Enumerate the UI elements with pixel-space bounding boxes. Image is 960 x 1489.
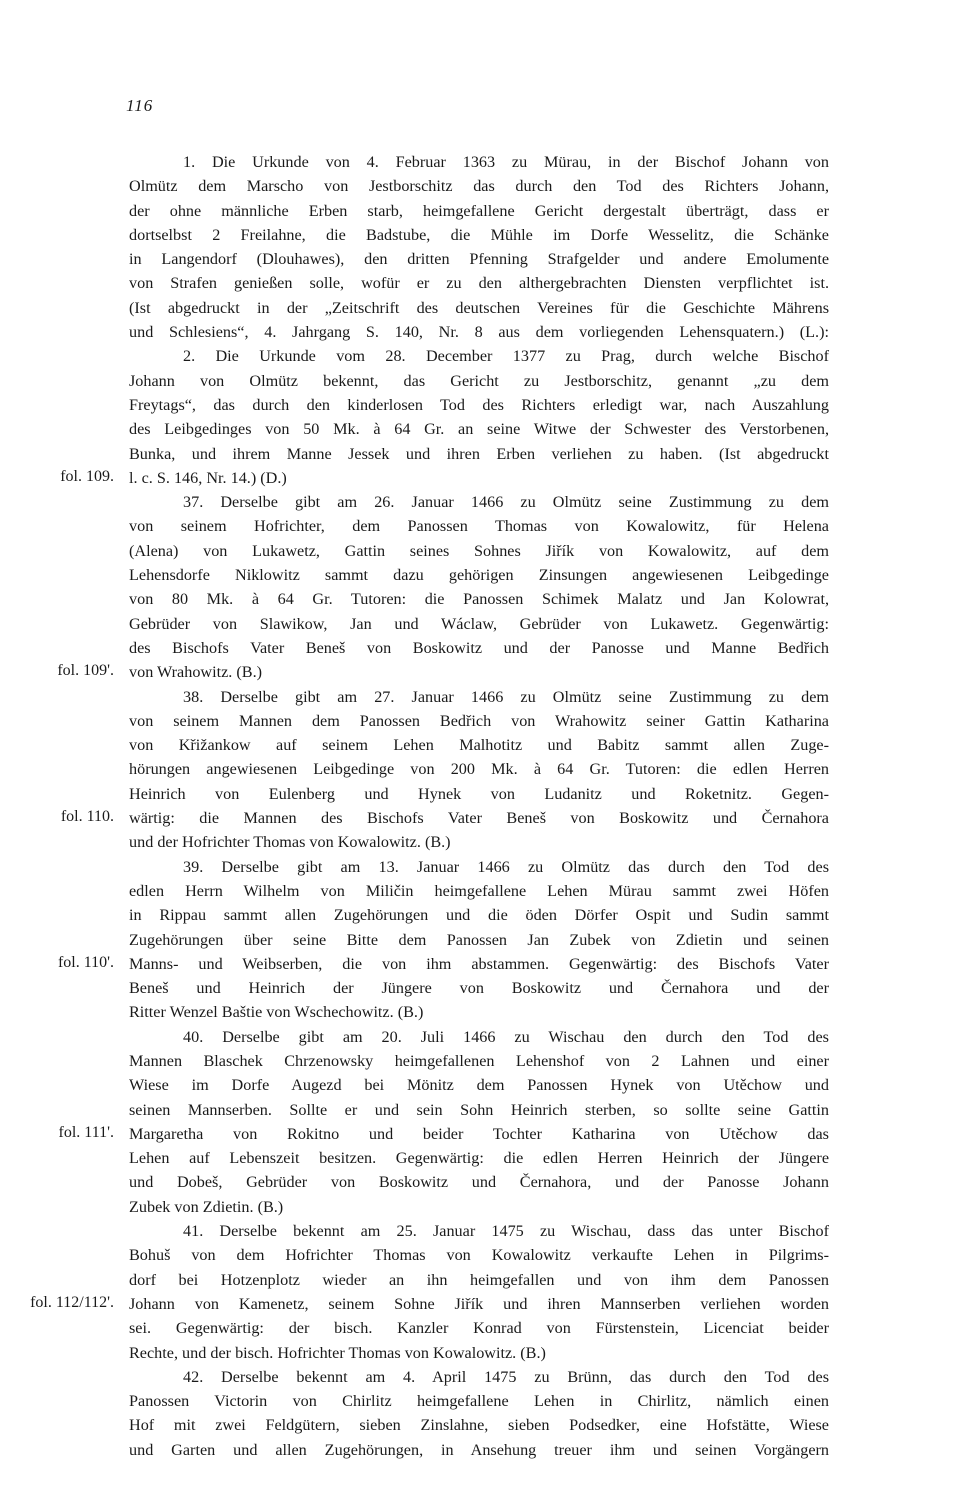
text-line: Hof mit zwei Feldgütern, sieben Zinslahne, sieben Podsedker, eine Hofstätte, Wiese: [129, 1416, 829, 1435]
text-line: und Garten und allen Zugehörungen, in Ansehung treuer ihm und seinen Vorgängern: [129, 1440, 829, 1459]
text-line: und der Hofrichter Thomas von Kowalowitz. (B.): [129, 833, 451, 852]
text-line: von Wrahowitz. (B.): [129, 663, 263, 682]
text-line: von 80 Mk. à 64 Gr. Tutoren: die Panossen Schimek Malatz und Jan Kolowrat,: [129, 590, 829, 609]
text-line: l. c. S. 146, Nr. 14.) (D.): [129, 468, 287, 487]
folio-note: fol. 110.: [60, 808, 114, 826]
folio-note: fol. 111'.: [58, 1124, 114, 1141]
text-line: von Strafen genießen solle, wofür er zu den althergebrachten Diensten verpflichtet ist.: [129, 274, 829, 293]
text-line: und Schlesiens“, 4. Jahrgang S. 140, Nr. 8 aus dem vorliegenden Lehensquatern.) (L.):: [129, 323, 829, 342]
folio-note: fol. 112/112'.: [30, 1294, 114, 1312]
text-line: 39. Derselbe gibt am 13. Januar 1466 zu Olmütz das durch den Tod des: [183, 857, 829, 876]
text-line: Wiese im Dorfe Augezd bei Mönitz dem Panossen Hynek von Utěchow und: [129, 1076, 829, 1095]
text-line: dortselbst 2 Freilahne, die Badstube, die Mühle im Dorfe Wesselitz, die Schänke: [129, 225, 829, 244]
text-line: sei. Gegenwärtig: der bisch. Kanzler Konrad von Fürstenstein, Licenciat beider: [129, 1319, 829, 1338]
text-line: in Rippau sammt allen Zugehörungen und die öden Dörfer Ospit und Sudin sammt: [129, 906, 829, 925]
text-line: des Bischofs Vater Beneš von Boskowitz und der Panosse und Manne Bedřich: [129, 638, 829, 657]
text-line: in Langendorf (Dlouhawes), den dritten Pfenning Strafgelder und andere Emolumente: [129, 250, 829, 269]
text-line: wärtig: die Mannen des Bischofs Vater Beneš von Boskowitz und Černahora: [129, 809, 829, 828]
text-line: dorf bei Hotzenplotz wieder an ihn heimgefallen und von ihm dem Panossen: [129, 1270, 829, 1289]
text-line: Beneš und Heinrich der Jüngere von Boskowitz und Černahora und der: [129, 979, 829, 998]
text-line: seinen Mannserben. Sollte er und sein Sohn Heinrich sterben, so sollte seine Gattin: [129, 1100, 829, 1119]
text-line: von seinem Mannen dem Panossen Bedřich von Wrahowitz seiner Gattin Katharina: [129, 711, 829, 730]
text-line: hörungen angewiesenen Leibgedinge von 200 Mk. à 64 Gr. Tutoren: die edlen Herren: [129, 760, 829, 779]
text-line: 42. Derselbe bekennt am 4. April 1475 zu Brünn, das durch den Tod des: [183, 1367, 829, 1386]
text-line: edlen Herrn Wilhelm von Miličin heimgefallene Lehen Mürau sammt zwei Höfen: [129, 881, 829, 900]
text-line: Johann von Olmütz bekennt, das Gericht zu Jestborschitz, genannt „zu dem: [129, 371, 829, 390]
page-number: 116: [126, 96, 154, 115]
folio-note: fol. 109'.: [57, 662, 114, 680]
text-line: Margaretha von Rokitno und beider Tochter Katharina von Utěchow das: [129, 1124, 829, 1143]
text-line: (Alena) von Lukawetz, Gattin seines Sohnes Jiřík von Kowalowitz, auf dem: [129, 541, 829, 560]
text-line: des Leibgedinges von 50 Mk. à 64 Gr. an seine Witwe der Schwester des Verstorbenen,: [129, 420, 829, 439]
text-line: Gebrüder von Slawikow, Jan und Wáclaw, Gebrüder von Lukawetz. Gegenwärtig:: [129, 614, 829, 633]
text-line: Rechte, und der bisch. Hofrichter Thomas von Kowalowitz. (B.): [129, 1343, 546, 1362]
text-line: 37. Derselbe gibt am 26. Januar 1466 zu Olmütz seine Zustimmung zu dem: [183, 493, 829, 512]
text-line: der ohne männliche Erben starb, heimgefallene Gericht dergestalt überträgt, dass er: [129, 201, 829, 220]
text-line: Lehensdorfe Niklowitz sammt dazu gehörigen Zinsungen angewiesenen Leibgedinge: [129, 566, 829, 585]
text-line: Heinrich von Eulenberg und Hynek von Ludanitz und Roketnitz. Gegen-: [129, 784, 829, 803]
text-line: und Dobeš, Gebrüder von Boskowitz und Černahora, und der Panosse Johann: [129, 1173, 829, 1192]
text-line: Manns- und Weibserben, die von ihm abstammen. Gegenwärtig: des Bischofs Vater: [129, 954, 829, 973]
text-line: von seinem Hofrichter, dem Panossen Thomas von Kowalowitz, für Helena: [129, 517, 829, 536]
text-line: Mannen Blaschek Chrzenowsky heimgefallenen Lehenshof von 2 Lahnen und einer: [129, 1051, 829, 1070]
text-line: 2. Die Urkunde vom 28. December 1377 zu Prag, durch welche Bischof: [183, 347, 829, 366]
folio-note: fol. 109.: [60, 467, 114, 485]
text-line: Zugehörungen über seine Bitte dem Panossen Jan Zubek von Zdietin und seinen: [129, 930, 829, 949]
text-line: Ritter Wenzel Baštie von Wschechowitz. (B.): [129, 1003, 424, 1022]
folio-note: fol. 110'.: [57, 953, 114, 971]
body-text: [129, 150, 829, 1462]
text-line: 1. Die Urkunde von 4. Februar 1363 zu Mürau, in der Bischof Johann von: [183, 153, 829, 171]
text-line: Johann von Kamenetz, seinem Sohne Jiřík und ihren Mannserben verliehen worden: [129, 1294, 829, 1313]
text-line: 38. Derselbe gibt am 27. Januar 1466 zu Olmütz seine Zustimmung zu dem: [183, 687, 829, 706]
text-line: Olmütz dem Marscho von Jestborschitz das durch den Tod des Richters Johann,: [129, 177, 829, 196]
text-line: 40. Derselbe gibt am 20. Juli 1466 zu Wischau den durch den Tod des: [183, 1027, 829, 1046]
text-line: Bohuš von dem Hofrichter Thomas von Kowalowitz verkaufte Lehen in Pilgrims-: [129, 1246, 829, 1265]
text-line: 41. Derselbe bekennt am 25. Januar 1475 zu Wischau, dass das unter Bischof: [183, 1222, 829, 1241]
text-line: (Ist abgedruckt in der „Zeitschrift des deutschen Vereines für die Geschichte Mährens: [129, 298, 829, 317]
text-line: von Křižankow auf seinem Lehen Malhotitz und Babitz sammt allen Zuge-: [129, 736, 829, 755]
text-line: Freytags“, das durch den kinderlosen Tod des Richters erledigt war, nach Auszahlung: [129, 395, 829, 414]
text-line: Panossen Victorin von Chirlitz heimgefallene Lehen in Chirlitz, nämlich einen: [129, 1392, 829, 1411]
text-line: Bunka, und ihrem Manne Jessek und ihren Erben verliehen zu haben. (Ist abgedruckt: [129, 444, 829, 463]
text-line: Zubek von Zdietin. (B.): [129, 1197, 284, 1216]
text-line: Lehen auf Lebenszeit besitzen. Gegenwärtig: die edlen Herren Heinrich der Jüngere: [129, 1149, 829, 1168]
